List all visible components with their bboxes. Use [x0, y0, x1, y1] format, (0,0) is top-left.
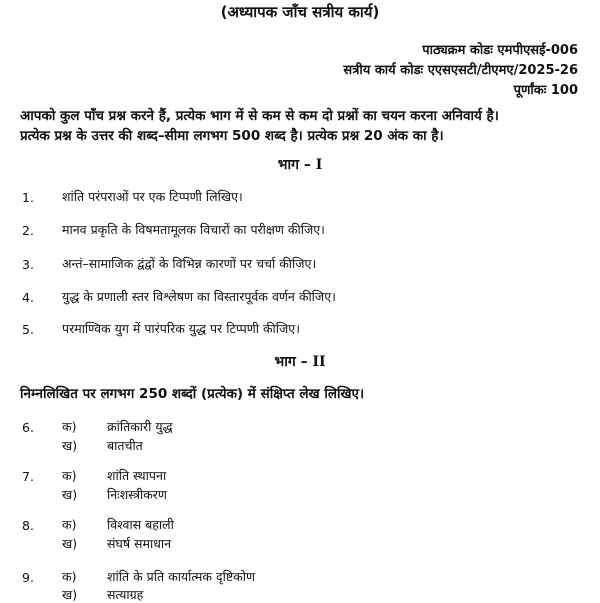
question-7b-label: ख) [62, 487, 78, 502]
question-6a-text: क्रांतिकारी युद्ध [107, 419, 173, 434]
question-9b-text: सत्याग्रह [107, 587, 144, 602]
question-6b-label: ख) [62, 438, 78, 453]
question-3-text: अन्तं–सामाजिक द्वंद्वों के विभिन्न कारणों पर चर्चा कीजिए। [62, 256, 317, 271]
question-8a-text: विश्वास बहाली [107, 517, 174, 532]
part-1-heading-numeral: I [315, 157, 323, 173]
question-4-number: 4. [22, 290, 34, 305]
question-6-number: 6. [22, 420, 34, 435]
question-7a-text: शांति स्थापना [107, 468, 167, 483]
part-1-heading [0, 155, 600, 174]
question-1-number: 1. [22, 190, 34, 205]
question-7b-text: निःशस्त्रीकरण [107, 487, 167, 502]
question-8b-text: संघर्ष समाधान [107, 536, 172, 551]
question-5-text: परमाण्विक युग में पारंपरिक युद्ध पर टिप्पणी कीजिए। [62, 321, 300, 336]
question-9b-label: ख) [62, 587, 78, 602]
question-8a-label: क) [62, 517, 77, 532]
part-2-heading-prefix: भाग – [274, 354, 313, 370]
question-8b-label: ख) [62, 536, 78, 551]
max-marks: पूर्णांकः 100 [513, 83, 578, 98]
question-8-number: 8. [22, 518, 34, 533]
question-9a-text: शांति के प्रति कार्यात्मक दृष्टिकोण [107, 569, 256, 584]
question-9a-label: क) [62, 569, 77, 584]
question-6b-text: बातचीत [107, 438, 143, 453]
course-code: पाठ्यक्रम कोडः एमपीएसई-006 [422, 43, 578, 58]
question-2-number: 2. [22, 223, 34, 238]
part-2-heading-numeral: II [312, 354, 326, 370]
question-1-text: शांति परंपराओं पर एक टिप्पणी लिखिए। [62, 189, 243, 204]
question-5-number: 5. [22, 322, 34, 337]
document-title: (अध्यापक जाँच सत्रीय कार्य) [220, 3, 380, 21]
question-3-number: 3. [22, 257, 34, 272]
question-7a-label: क) [62, 468, 77, 483]
question-2-text: मानव प्रकृति के विषमतामूलक विचारों का परीक्षण कीजिए। [62, 222, 325, 237]
part-2-instruction: निम्नलिखित पर लगभग 250 शब्दों (प्रत्येक) में संक्षिप्त लेख लिखिए। [20, 386, 365, 402]
question-9-number: 9. [22, 570, 34, 585]
question-6a-label: क) [62, 419, 77, 434]
part-2-heading [0, 352, 600, 371]
instruction-line-1: आपको कुल पाँच प्रश्न करने हैं, प्रत्येक भाग में से कम से कम दो प्रश्नों का चयन करना अनिवार्य है। [20, 108, 499, 124]
assignment-code: सत्रीय कार्य कोडः एएसएसटी/टीएमए/2025-26 [343, 63, 578, 78]
instruction-line-2: प्रत्येक प्रश्न के उत्तर की शब्द–सीमा लगभग 500 शब्द है। प्रत्येक प्रश्न 20 अंक का है। [20, 128, 444, 144]
part-1-heading-prefix: भाग – [277, 157, 316, 173]
question-7-number: 7. [22, 469, 34, 484]
question-4-text: युद्ध के प्रणाली स्तर विश्लेषण का विस्तारपूर्वक वर्णन कीजिए। [62, 289, 336, 304]
